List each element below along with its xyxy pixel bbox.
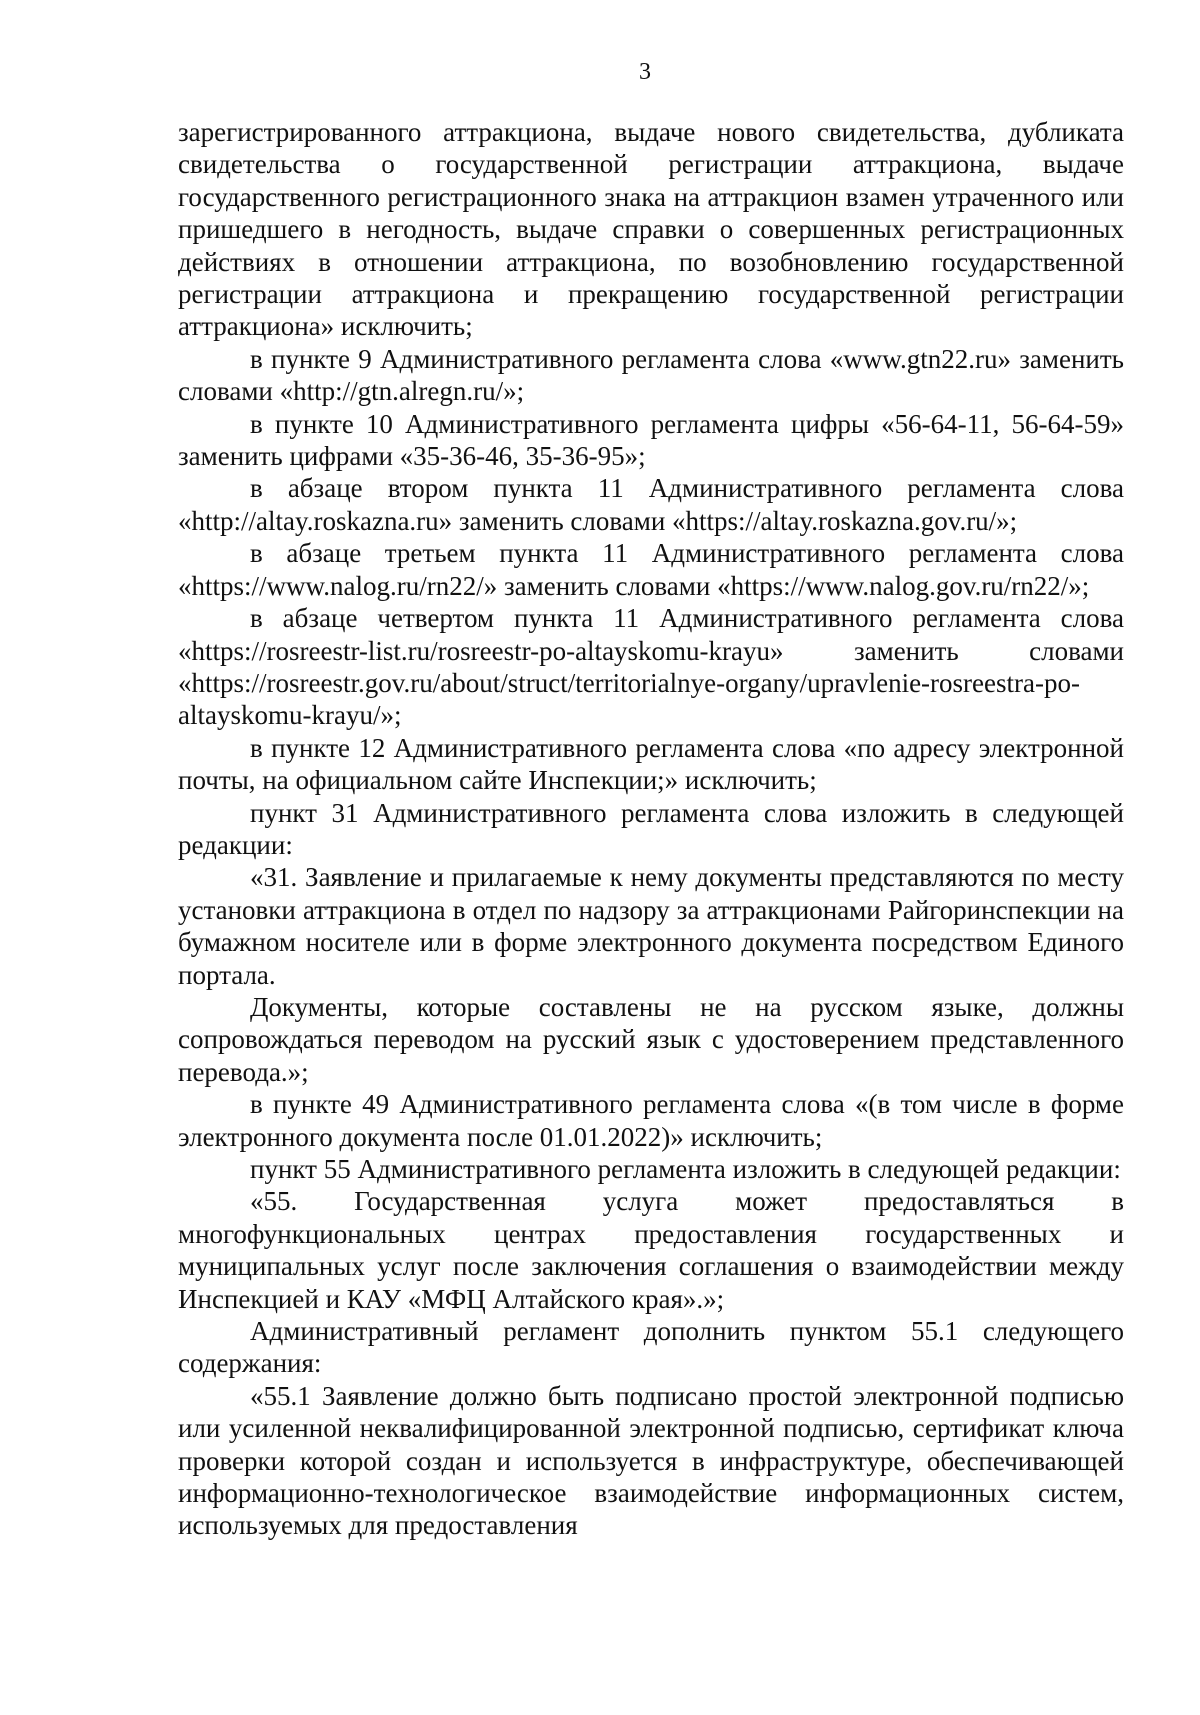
- paragraph-point-31-text: «31. Заявление и прилагаемые к нему документы представляются по месту установки аттракциона в отдел по надзору за аттракционами Райгоринспекции на бумажном носителе или в форме электронного документа посредством Единого портала.: [178, 862, 1124, 990]
- paragraph-point-55-1-intro: Административный регламент дополнить пунктом 55.1 следующего содержания:: [178, 1316, 1124, 1379]
- paragraph-point-31-documents: Документы, которые составлены не на русском языке, должны сопровождаться переводом на русский язык с удостоверением представленного перевода.»;: [178, 991, 1124, 1087]
- page-number: 3: [639, 59, 651, 85]
- paragraph-point-9: в пункте 9 Административного регламента слова «www.gtn22.ru» заменить словами «http://gtn.alregn.ru/»;: [178, 343, 1124, 407]
- paragraph-point-11-third: в абзаце третьем пункта 11 Административного регламента слова «https://www.nalog.ru/rn22/» заменить словами «https://www.nalog.gov.ru/rn22/»;: [178, 538, 1124, 601]
- paragraph-continuation: зарегистрированного аттракциона, выдаче нового свидетельства, дубликата свидетельства о государственной регистрации аттракциона, выдаче государственного регистрационного знака на аттракцион взамен утраченного или пришедшего в негодность, выдаче справки о совершенных регистрационных действиях в отношении аттракциона, по возобновлению государственной регистрации аттракциона и прекращению государственной регистрации аттракциона» исключить;: [178, 117, 1124, 342]
- paragraph-point-49: в пункте 49 Административного регламента слова «(в том числе в форме электронного документа после 01.01.2022)» исключить;: [178, 1089, 1124, 1152]
- paragraph-point-55-1-text: «55.1 Заявление должно быть подписано простой электронной подписью или усиленной неквалифицированной электронной подписью, сертификат ключа проверки которой создан и используется в инфраструктуре, обеспечивающей информационно-технологическое взаимодействие информационных систем, используемых для предоставления: [178, 1380, 1124, 1541]
- paragraph-point-31-intro: пункт 31 Административного регламента слова изложить в следующей редакции:: [178, 797, 1124, 860]
- paragraph-point-12: в пункте 12 Административного регламента слова «по адресу электронной почты, на официальном сайте Инспекции;» исключить;: [178, 732, 1124, 796]
- paragraph-point-10: в пункте 10 Административного регламента цифры «56-64-11, 56-64-59» заменить цифрами «35-36-46, 35-36-95»;: [178, 408, 1124, 472]
- paragraph-point-55-text: «55. Государственная услуга может предоставляться в многофункциональных центрах предоставления государственных и муниципальных услуг после заключения соглашения о взаимодействии между Инспекцией и КАУ «МФЦ Алтайского края».»;: [178, 1186, 1124, 1314]
- paragraph-point-55-intro: пункт 55 Административного регламента изложить в следующей редакции:: [250, 1154, 1121, 1184]
- paragraph-point-11-fourth: в абзаце четвертом пункта 11 Административного регламента слова «https://rosreestr-list.ru/rosreestr-po-altayskomu-krayu» заменить словами «https://rosreestr.gov.ru/about/struct/territorialnye-organy/upravlenie-rosreestra-po-altayskomu-krayu/»;: [178, 603, 1124, 731]
- paragraph-point-11-second: в абзаце втором пункта 11 Административного регламента слова «http://altay.roskazna.ru» заменить словами «https://altay.roskazna.gov.ru/»;: [178, 473, 1124, 536]
- document-body: [178, 116, 1124, 1542]
